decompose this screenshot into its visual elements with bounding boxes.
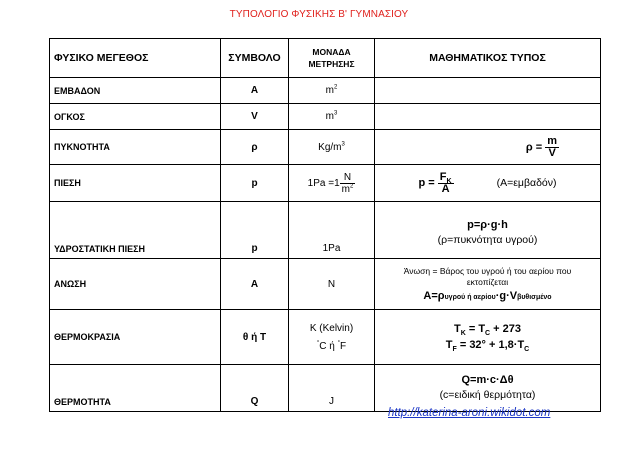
fraction-denominator: A (441, 182, 450, 195)
unit-den-base: m (341, 183, 350, 195)
f2-sub2: C (524, 346, 530, 354)
physics-formula-table (49, 38, 601, 412)
fraction-numerator (438, 172, 454, 184)
f2-base: T (445, 339, 453, 351)
unit-line1: K (Kelvin) (309, 322, 354, 334)
formula-v-sub: βυθισμένο (517, 293, 552, 301)
f1-end: + 273 (490, 323, 521, 335)
unit-fahrenheit: F (340, 340, 347, 352)
table-row (50, 310, 601, 365)
quantity-formula (375, 259, 601, 310)
quantity-symbol: V (221, 104, 289, 130)
f1-mid: = T (465, 323, 486, 335)
unit-prefix: 1Pa =1 (307, 177, 340, 189)
formula-fraction (545, 136, 559, 159)
quantity-symbol: ρ (221, 130, 289, 165)
formula-line1 (379, 321, 596, 337)
quantity-formula (375, 165, 601, 202)
quantity-unit (289, 165, 375, 202)
unit-celsius: C ή (319, 340, 335, 352)
f1-sub: K (460, 330, 466, 338)
quantity-formula (375, 104, 601, 130)
formula-lhs: p = (418, 176, 435, 189)
formula-expression (418, 170, 456, 195)
degree-sign: ° (316, 340, 320, 347)
quantity-unit: 1Pa (289, 202, 375, 259)
quantity-unit: J (289, 365, 375, 412)
formula-line2: εκτοπίζεται (466, 276, 509, 287)
unit-base: m (325, 85, 334, 96)
formula-fraction (438, 172, 454, 195)
table-row (50, 365, 601, 412)
formula-num-base: F (439, 170, 447, 183)
formula-line2: (ρ=πυκνότητα υγρού) (437, 234, 538, 246)
degree-sign: ° (337, 340, 341, 347)
unit-base: Kg/m (318, 141, 342, 153)
unit-exponent: 3 (334, 110, 338, 117)
formula-line1: Άνωση = Βάρος του υγρού ή του αερίου που (403, 265, 572, 276)
quantity-formula (375, 310, 601, 365)
formula-lhs: ρ = (525, 140, 543, 153)
formula-line2 (379, 337, 596, 353)
quantity-name: ΠΥΚΝΟΤΗΤΑ (50, 130, 221, 165)
header-row (50, 39, 601, 78)
fraction-denominator (340, 184, 356, 195)
f1-base: T (453, 323, 461, 335)
fraction-numerator: N (340, 172, 356, 184)
quantity-name: ΟΓΚΟΣ (50, 104, 221, 130)
quantity-formula (375, 202, 601, 259)
f1-sub2: C (485, 330, 491, 338)
formula-line2: (c=ειδική θερμότητα) (439, 389, 536, 401)
unit-exponent: 2 (334, 84, 338, 91)
header-formula: ΜΑΘΗΜΑΤΙΚΟΣ ΤΥΠΟΣ (375, 39, 601, 78)
quantity-unit (289, 78, 375, 104)
formula-mid: ·g·V (495, 289, 518, 302)
quantity-symbol: p (221, 165, 289, 202)
header-unit (289, 39, 375, 78)
quantity-unit: N (289, 259, 375, 310)
fraction-denominator: V (548, 146, 556, 159)
quantity-symbol: θ ή T (221, 310, 289, 365)
quantity-formula (375, 365, 601, 412)
formula-line1: p=ρ·g·h (467, 219, 508, 231)
quantity-symbol: p (221, 202, 289, 259)
table-row (50, 130, 601, 165)
quantity-unit (289, 104, 375, 130)
unit-base: m (325, 111, 334, 122)
table-row (50, 165, 601, 202)
unit-den-exponent: 2 (349, 183, 354, 190)
formula-a: A=ρ (423, 289, 445, 302)
unit-exponent: 3 (341, 141, 345, 148)
quantity-name: ΥΔΡΟΣΤΑΤΙΚΗ ΠΙΕΣΗ (50, 202, 221, 259)
fraction-numerator: m (547, 134, 558, 147)
quantity-unit (289, 130, 375, 165)
header-symbol: ΣΥΜΒΟΛΟ (221, 39, 289, 78)
quantity-symbol: Q (221, 365, 289, 412)
table-row (50, 104, 601, 130)
formula-line1: Q=m·c·Δθ (461, 374, 514, 386)
header-unit-line2: ΜΕΤΡΗΣΗΣ (308, 59, 355, 69)
quantity-name: ΘΕΡΜΟΚΡΑΣΙΑ (50, 310, 221, 365)
header-quantity: ΦΥΣΙΚΟ ΜΕΓΕΘΟΣ (50, 39, 221, 78)
f2-sub: F (452, 346, 457, 354)
unit-line2 (293, 339, 370, 354)
f2-end: = 32° + 1,8·T (456, 339, 525, 351)
quantity-symbol: Α (221, 78, 289, 104)
quantity-name: ΘΕΡΜΟΤΗΤΑ (50, 365, 221, 412)
quantity-formula (375, 130, 601, 165)
quantity-formula (375, 78, 601, 104)
quantity-unit (289, 310, 375, 365)
table-row (50, 259, 601, 310)
quantity-name: ΕΜΒΑΔΟΝ (50, 78, 221, 104)
quantity-name: ΑΝΩΣΗ (50, 259, 221, 310)
formula-expression (526, 136, 559, 159)
table-row (50, 78, 601, 104)
quantity-symbol: A (221, 259, 289, 310)
source-link[interactable]: http://katerina-aroni.wikidot.com (388, 407, 551, 419)
formula-expression (379, 291, 596, 303)
page-title: ΤΥΠΟΛΟΓΙΟ ΦΥΣΙΚΗΣ Β' ΓΥΜΝΑΣΙΟΥ (229, 9, 409, 20)
formula-a-sub: υγρού ή αερίου (444, 293, 496, 301)
table-row (50, 202, 601, 259)
formula-num-sub: K (446, 177, 452, 185)
quantity-name: ΠΙΕΣΗ (50, 165, 221, 202)
formula-note: (Α=εμβαδόν) (496, 176, 557, 189)
header-unit-line1: ΜΟΝΑΔΑ (312, 47, 351, 57)
unit-fraction (340, 172, 356, 195)
